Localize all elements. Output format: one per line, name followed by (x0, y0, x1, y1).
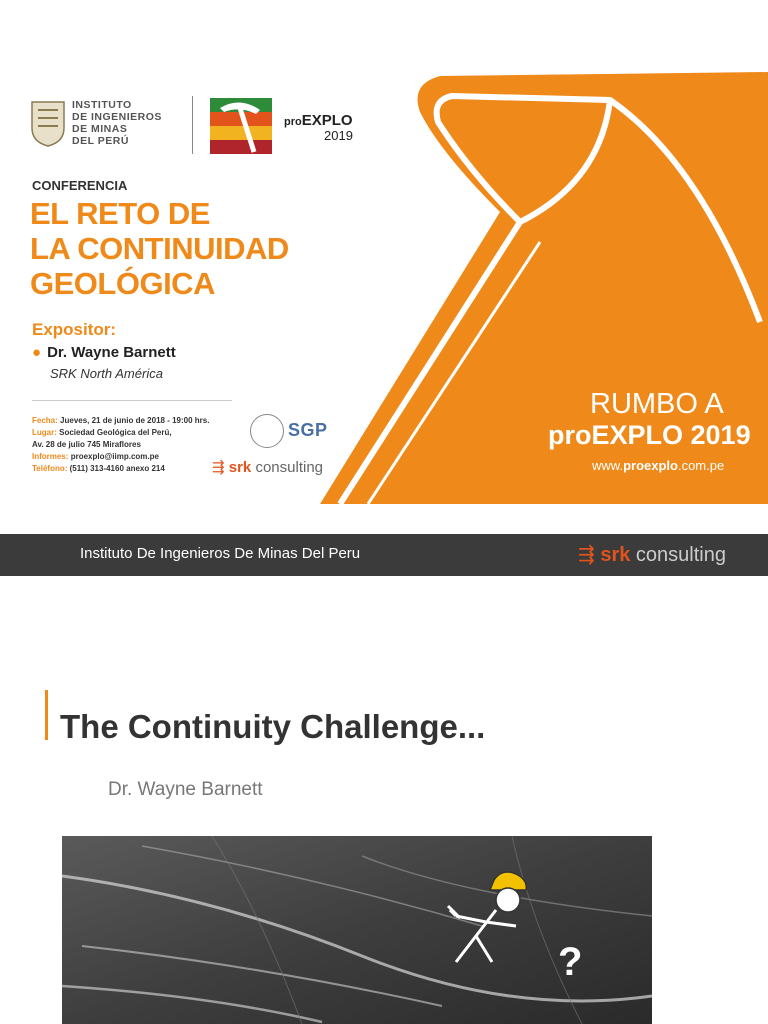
srk-logo (578, 542, 726, 567)
consulting-text: consulting (255, 459, 323, 476)
slide-subtitle: Dr. Wayne Barnett (108, 779, 263, 800)
sgp-seal-icon (250, 414, 284, 448)
speaker-name (32, 344, 176, 361)
headline-line: LA CONTINUIDAD (30, 231, 289, 266)
headline-line: GEOLÓGICA (30, 266, 215, 301)
rock-texture (62, 836, 652, 1024)
sgp-text: SGP (288, 420, 328, 440)
srk-mark-icon: ⇶ (578, 544, 595, 566)
srk-logo-small (212, 458, 323, 476)
event-details (32, 415, 209, 475)
geologist-figure-icon (436, 866, 536, 976)
detail-row: Informes: proexplo@iimp.com.pe (32, 452, 159, 461)
srk-text: srk (600, 544, 631, 566)
proexplo-pro: pro (284, 116, 302, 128)
rumbo-line-1: RUMBO A (590, 388, 724, 420)
proexplo-explo: EXPLO (301, 112, 353, 129)
band-title: Instituto De Ingenieros De Minas Del Peru (80, 545, 361, 562)
expositor-label: Expositor: (32, 320, 117, 339)
iimp-shield-logo (30, 98, 66, 148)
proexplo-pick-icon (210, 98, 272, 154)
rumbo-line-2: proEXPLO 2019 (548, 420, 751, 450)
speaker-name-text: Dr. Wayne Barnett (47, 344, 176, 361)
srk-mark-icon: ⇶ (212, 459, 225, 476)
question-mark: ? (558, 940, 583, 984)
iimp-line: DE MINAS (72, 123, 128, 135)
institute-band (0, 534, 768, 576)
srk-text: srk (228, 459, 252, 476)
detail-row: Teléfono: (511) 313-4160 anexo 214 (32, 464, 165, 473)
conference-headline (30, 196, 289, 301)
proexplo-logo (284, 112, 353, 143)
detail-row: Av. 28 de julio 745 Miraflores (32, 440, 141, 449)
bullet-icon: ● (32, 344, 42, 361)
details-divider (32, 400, 232, 401)
conference-poster (0, 72, 768, 504)
title-accent-bar (45, 690, 48, 740)
speaker-affiliation: SRK North América (50, 366, 163, 381)
conference-label: CONFERENCIA (32, 178, 128, 193)
detail-row: Lugar: Sociedad Geológica del Perú, (32, 428, 172, 437)
rock-photo (62, 836, 652, 1024)
detail-row: Fecha: Jueves, 21 de junio de 2018 - 19:00 hrs. (32, 416, 210, 425)
iimp-line: DEL PERÚ (72, 135, 129, 147)
consulting-text: consulting (635, 544, 726, 566)
logo-divider (192, 96, 193, 154)
headline-line: EL RETO DE (30, 196, 210, 231)
slide-title: The Continuity Challenge... (60, 708, 486, 745)
iimp-name (72, 99, 162, 147)
iimp-line: DE INGENIEROS (72, 111, 162, 123)
iimp-line: INSTITUTO (72, 99, 132, 111)
proexplo-year: 2019 (324, 128, 353, 143)
website-link[interactable]: www.proexplo.com.pe (592, 458, 725, 473)
